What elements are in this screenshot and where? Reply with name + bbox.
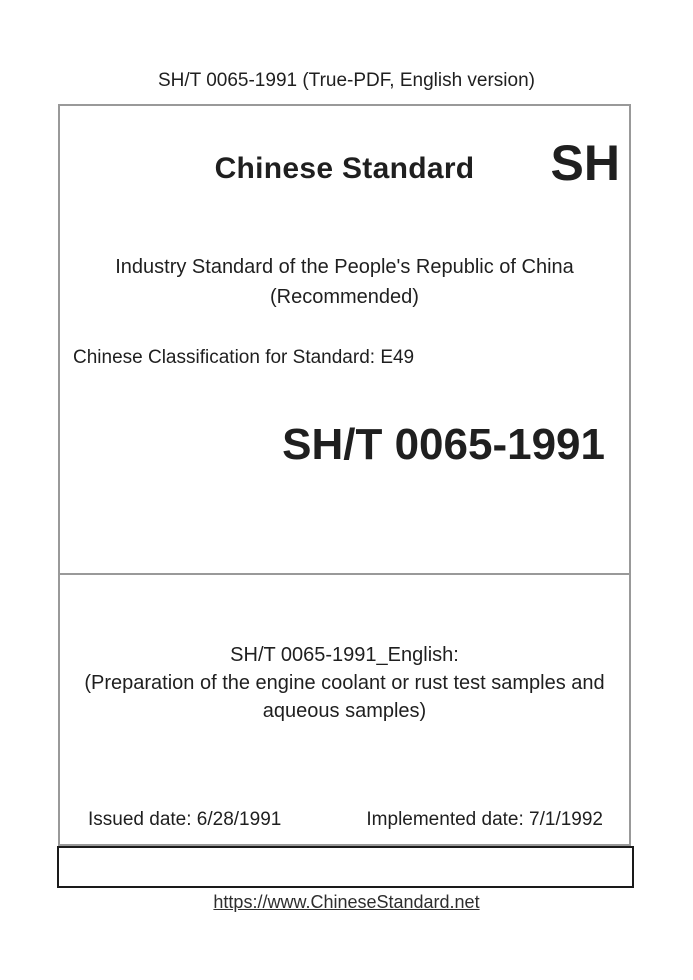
website-link[interactable]: https://www.ChineseStandard.net — [213, 892, 480, 912]
empty-notes-box — [57, 846, 634, 888]
english-title-line-3: aqueous samples) — [262, 700, 427, 722]
cover-box-bottom-section — [60, 575, 629, 844]
sh-logo: SH — [550, 135, 620, 191]
cover-subtitle-block — [60, 252, 629, 312]
cover-title: Chinese Standard — [214, 152, 475, 185]
standard-number: SH/T 0065-1991 — [282, 420, 605, 469]
classification-label: Chinese Classification for Standard: E49 — [73, 347, 415, 368]
document-header-title: SH/T 0065-1991 (True-PDF, English version) — [158, 70, 535, 91]
dates-row — [88, 809, 603, 831]
english-title-block — [60, 641, 629, 725]
english-title-line-1: SH/T 0065-1991_English: — [230, 644, 459, 666]
issued-date: Issued date: 6/28/1991 — [88, 809, 282, 830]
cover-subtitle: Industry Standard of the People's Republic of China — [115, 256, 574, 278]
footer — [0, 892, 693, 913]
implemented-date: Implemented date: 7/1/1992 — [366, 809, 603, 830]
cover-recommended-label: (Recommended) — [270, 286, 419, 308]
cover-box-top-section — [60, 106, 629, 575]
cover-box — [58, 104, 631, 846]
english-title-line-2: (Preparation of the engine coolant or rust test samples and — [84, 672, 605, 694]
